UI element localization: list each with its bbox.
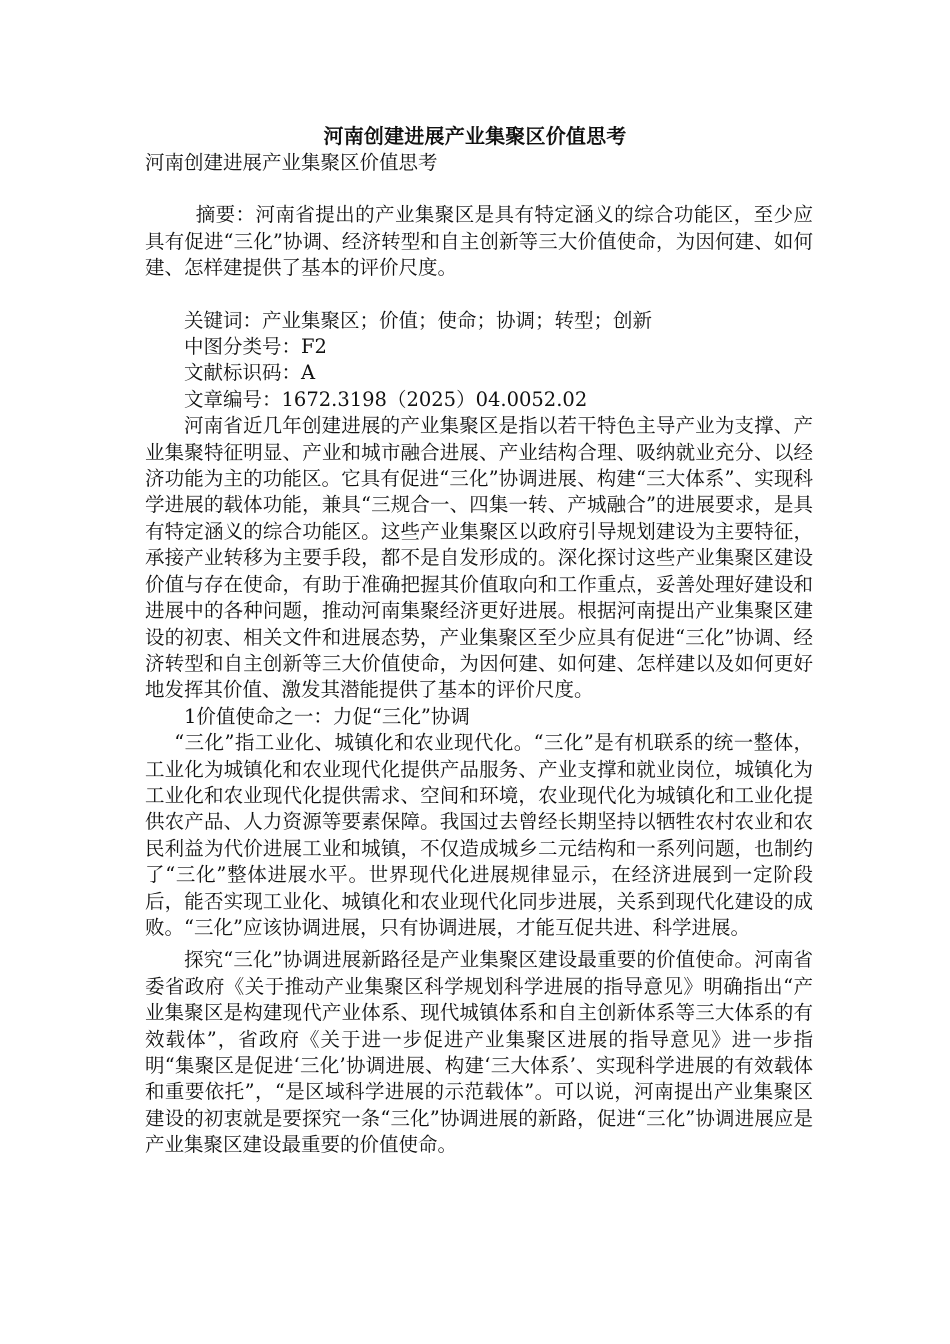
abstract-paragraph: 摘要：河南省提出的产业集聚区是具有特定涵义的综合功能区，至少应具有促进“三化”协调、经济转型和自主创新等三大价值使命，为因何建、如何建、怎样建提供了基本的评价尺度。 <box>145 203 813 280</box>
document-body <box>145 150 813 1159</box>
body-paragraph-path: 探究“三化”协调进展新路径是产业集聚区建设最重要的价值使命。河南省委省政府《关于推动产业集聚区科学规划科学进展的指导意见》明确指出“产业集聚区是构建现代产业体系、现代城镇体系和自主创新体系等三大体系的有效载体”，省政府《关于进一步促进产业集聚区进展的指导意见》进一步指明“集聚区是促进‘三化’协调进展、构建‘三大体系’、实现科学进展的有效载体和重要依托”，“是区域科学进展的示范载体”。可以说，河南提出产业集聚区建设的初衷就是要探究一条“三化”协调进展的新路，促进“三化”协调进展应是产业集聚区建设最重要的价值使命。 <box>145 948 813 1157</box>
body-paragraph-intro: 河南省近几年创建进展的产业集聚区是指以若干特色主导产业为支撑、产业集聚特征明显、产业和城市融合进展、产业结构合理、吸纳就业充分、以经济功能为主的功能区。它具有促进“三化”协调进展、构建“三大体系”、实现科学进展的载体功能，兼具“三规合一、四集一转、产城融合”的进展要求，是具有特定涵义的综合功能区。这些产业集聚区以政府引导规划建设为主要特征，承接产业转移为主要手段，都不是自发形成的。深化探讨这些产业集聚区建设价值与存在使命，有助于准确把握其价值取向和工作重点，妥善处理好建设和进展中的各种问题，推动河南集聚经济更好进展。根据河南提出产业集聚区建设的初衷、相关文件和进展态势，产业集聚区至少应具有促进“三化”协调、经济转型和自主创新等三大价值使命，为因何建、如何建、怎样建以及如何更好地发挥其价值、激发其潜能提供了基本的评价尺度。 <box>145 414 813 702</box>
keywords-line: 关键词：产业集聚区；价值；使命；协调；转型；创新 <box>184 308 653 332</box>
document-code-line: 文献标识码：A <box>184 361 316 385</box>
classification-line: 中图分类号：F2 <box>184 335 327 359</box>
document-title: 河南创建进展产业集聚区价值思考 <box>323 124 627 148</box>
body-paragraph-sanhua: “三化”指工业化、城镇化和农业现代化。“三化”是有机联系的统一整体，工业化为城镇化和农业现代化提供产品服务、产业支撑和就业岗位，城镇化为工业化和农业现代化提供需求、空间和环境，农业现代化为城镇化和工业化提供农产品、人力资源等要素保障。我国过去曾经长期坚持以牺牲农村农业和农民利益为代价进展工业和城镇，不仅造成城乡二元结构和一系列问题，也制约了“三化”整体进展水平。世界现代化进展规律显示，在经济进展到一定阶段后，能否实现工业化、城镇化和农业现代化同步进展，关系到现代化建设的成败。“三化”应该协调进展，只有协调进展，才能互促共进、科学进展。 <box>145 731 813 939</box>
article-number-line: 文章编号：1672.3198（2025）04.0052.02 <box>184 387 588 411</box>
metadata-block <box>145 308 813 414</box>
document-subtitle: 河南创建进展产业集聚区价值思考 <box>145 151 438 174</box>
section-heading-1: 1价值使命之一：力促“三化”协调 <box>184 704 470 728</box>
